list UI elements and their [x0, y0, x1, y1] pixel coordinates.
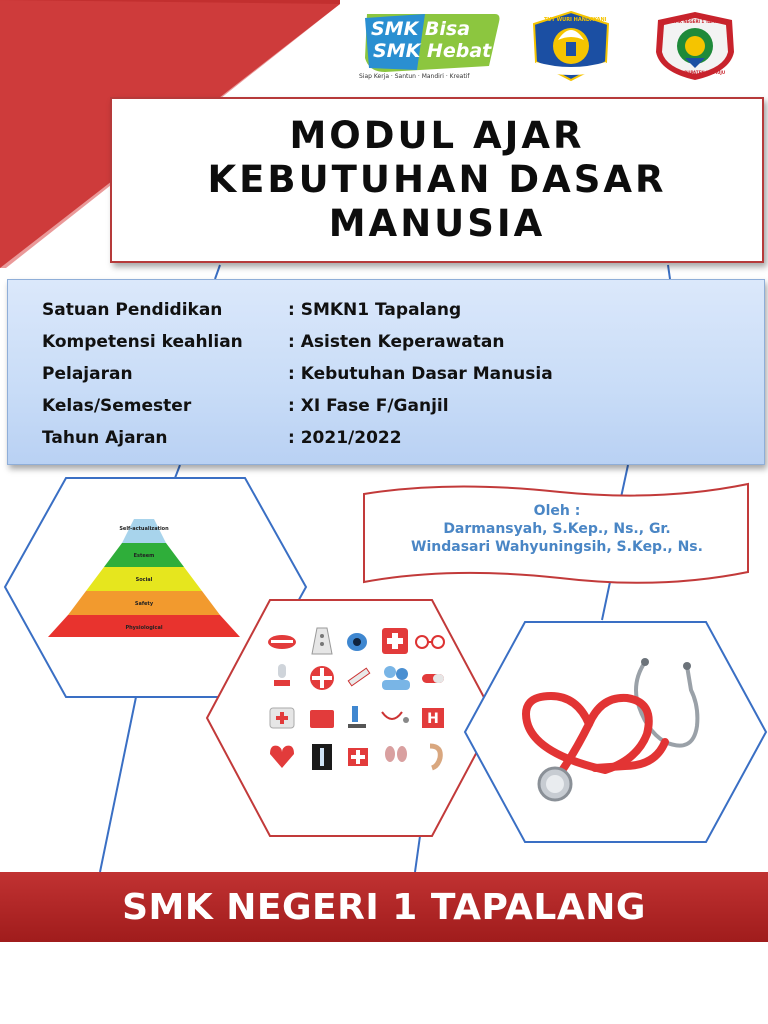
svg-text:H: H — [427, 711, 439, 727]
pyramid-label: Physiological — [125, 625, 163, 631]
hospital-icon — [422, 708, 444, 728]
info-box — [7, 279, 765, 465]
info-label: Pelajaran — [42, 364, 133, 384]
pill-icon — [422, 674, 444, 683]
ear-icon — [430, 746, 440, 768]
info-label: Tahun Ajaran — [42, 428, 168, 448]
medical-star-icon — [310, 666, 334, 690]
xray-icon — [312, 744, 332, 770]
lips-icon — [268, 635, 296, 649]
microscope-icon — [348, 706, 366, 728]
first-aid-kit-icon — [382, 628, 408, 654]
eye-chart-icon — [312, 628, 332, 654]
syringe-icon — [348, 668, 369, 686]
doctors-group-icon — [382, 666, 410, 690]
logo-smk-line1: SMK Bisa — [371, 18, 471, 40]
info-label: Kelas/Semester — [42, 396, 192, 416]
red-cross-icon — [348, 748, 368, 766]
title-line-2: KEBUTUHAN DASAR — [207, 158, 667, 201]
title-line-1: MODUL AJAR — [289, 114, 585, 157]
title-box — [110, 97, 764, 263]
kidney-icon — [385, 746, 407, 762]
logo-school-subtext: KABUPATEN MAMUJU — [678, 70, 726, 75]
microphone-icon — [274, 664, 290, 686]
glasses-icon — [416, 636, 444, 648]
info-value: : SMKN1 Tapalang — [288, 300, 462, 320]
heart-icon — [270, 746, 294, 768]
info-label: Satuan Pendidikan — [42, 300, 223, 320]
author-block — [364, 502, 750, 556]
info-value: : Kebutuhan Dasar Manusia — [288, 364, 553, 384]
logo-tut-wuri-handayani — [526, 10, 616, 82]
pyramid-label: Social — [135, 577, 153, 583]
author-heading: Oleh : — [533, 503, 581, 519]
medical-icons-grid — [262, 622, 452, 782]
logo-school-text: SMK NEGERI 1 TAPALANG — [672, 19, 730, 24]
logo-smk-tagline: Siap Kerja · Santun · Mandiri · Kreatif — [359, 73, 470, 80]
folder-icon — [310, 710, 334, 728]
info-value: : Asisten Keperawatan — [288, 332, 505, 352]
info-value: : 2021/2022 — [288, 428, 402, 448]
logo-smk-line2: SMK Hebat — [373, 40, 492, 62]
footer-school-name: SMK NEGERI 1 TAPALANG — [122, 886, 646, 928]
logo-tut-wuri-text: TUT WURI HANDAYANI — [544, 17, 607, 23]
stethoscope-illustration — [505, 650, 720, 810]
title-line-3: MANUSIA — [328, 202, 546, 245]
info-label: Kompetensi keahlian — [42, 332, 243, 352]
medical-bag-icon — [270, 708, 294, 728]
info-value: : XI Fase F/Ganjil — [288, 396, 449, 416]
logo-school-emblem — [652, 10, 738, 82]
author-name-1: Darmansyah, S.Kep., Ns., Gr. — [443, 521, 671, 537]
maslow-pyramid — [46, 517, 242, 639]
author-name-2: Windasari Wahyuningsih, S.Kep., Ns. — [411, 539, 703, 555]
pyramid-label: Safety — [134, 601, 154, 607]
eye-icon — [347, 633, 367, 651]
footer-banner — [0, 872, 768, 942]
stethoscope-small-icon — [382, 712, 409, 723]
pyramid-label: Esteem — [133, 553, 155, 559]
logo-smk-bisa — [355, 10, 505, 82]
pyramid-label: Self-actualization — [119, 526, 169, 532]
